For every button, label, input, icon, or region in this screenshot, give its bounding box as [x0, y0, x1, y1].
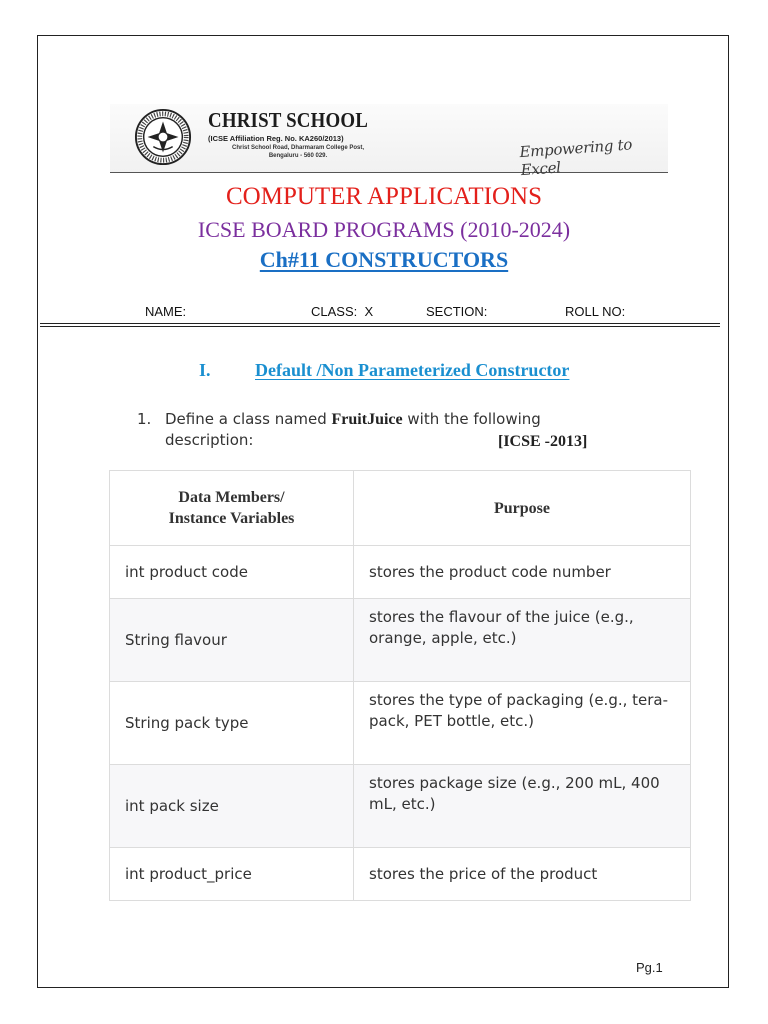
- purpose-cell: stores the type of packaging (e.g., tera-pack, PET bottle, etc.): [354, 682, 691, 765]
- school-address-line2: Bengaluru - 560 029.: [268, 152, 328, 159]
- school-address-line1: Christ School Road, Dharmaram College Post,: [231, 145, 365, 151]
- member-cell: int pack size: [110, 765, 354, 848]
- page-number: Pg.1: [636, 960, 663, 975]
- student-info-row: [0, 304, 768, 320]
- section-label: SECTION:: [426, 304, 488, 319]
- question-line-1: [165, 409, 541, 430]
- class-label: CLASS: X: [311, 304, 374, 319]
- table-row: [110, 848, 691, 901]
- school-address: [208, 145, 388, 160]
- section-number: I.: [199, 360, 211, 380]
- school-letterhead: [110, 104, 668, 180]
- purpose-cell: stores the product code number: [354, 546, 691, 599]
- divider-line-bottom: [40, 326, 720, 327]
- roll-no-label: ROLL NO:: [565, 304, 626, 319]
- school-crest-logo: [134, 108, 192, 166]
- divider-line-top: [40, 323, 720, 324]
- table-row: [110, 546, 691, 599]
- purpose-cell: stores the flavour of the juice (e.g., orange, apple, etc.): [354, 599, 691, 682]
- question-number: 1.: [137, 410, 152, 428]
- question-text-before: Define a class named: [165, 410, 332, 428]
- table-row: [110, 599, 691, 682]
- section-title: Default /Non Parameterized Constructor: [255, 360, 570, 380]
- member-cell: String flavour: [110, 599, 354, 682]
- member-cell: int product code: [110, 546, 354, 599]
- question-reference: [ICSE -2013]: [498, 433, 588, 450]
- school-name: CHRIST SCHOOL: [208, 108, 369, 132]
- purpose-cell: stores package size (e.g., 200 mL, 400 mL, etc.): [354, 765, 691, 848]
- header-purpose: Purpose: [354, 471, 691, 546]
- table-row: [110, 682, 691, 765]
- table-row: [110, 765, 691, 848]
- question-class-name: FruitJuice: [331, 411, 403, 428]
- header-col1-line1: Data Members/: [178, 489, 285, 506]
- purpose-cell: stores the price of the product: [354, 848, 691, 901]
- chapter-title-text: Ch#11 CONSTRUCTORS: [259, 247, 509, 272]
- header-data-members: [110, 471, 354, 546]
- data-members-table: [109, 470, 691, 901]
- member-cell: int product_price: [110, 848, 354, 901]
- school-motto: Empowering to Excel: [518, 135, 633, 180]
- subject-title: COMPUTER APPLICATIONS: [225, 183, 543, 210]
- question-line-2: description:: [165, 431, 254, 449]
- member-cell: String pack type: [110, 682, 354, 765]
- question-text-after: with the following: [402, 410, 541, 428]
- table-header-row: [110, 471, 691, 546]
- school-affiliation: (ICSE Affiliation Reg. No. KA260/2013): [208, 134, 344, 143]
- board-title: ICSE BOARD PROGRAMS (2010-2024): [197, 217, 571, 242]
- chapter-title: [0, 247, 768, 273]
- header-col1-line2: Instance Variables: [168, 510, 295, 527]
- name-label: NAME:: [145, 304, 187, 319]
